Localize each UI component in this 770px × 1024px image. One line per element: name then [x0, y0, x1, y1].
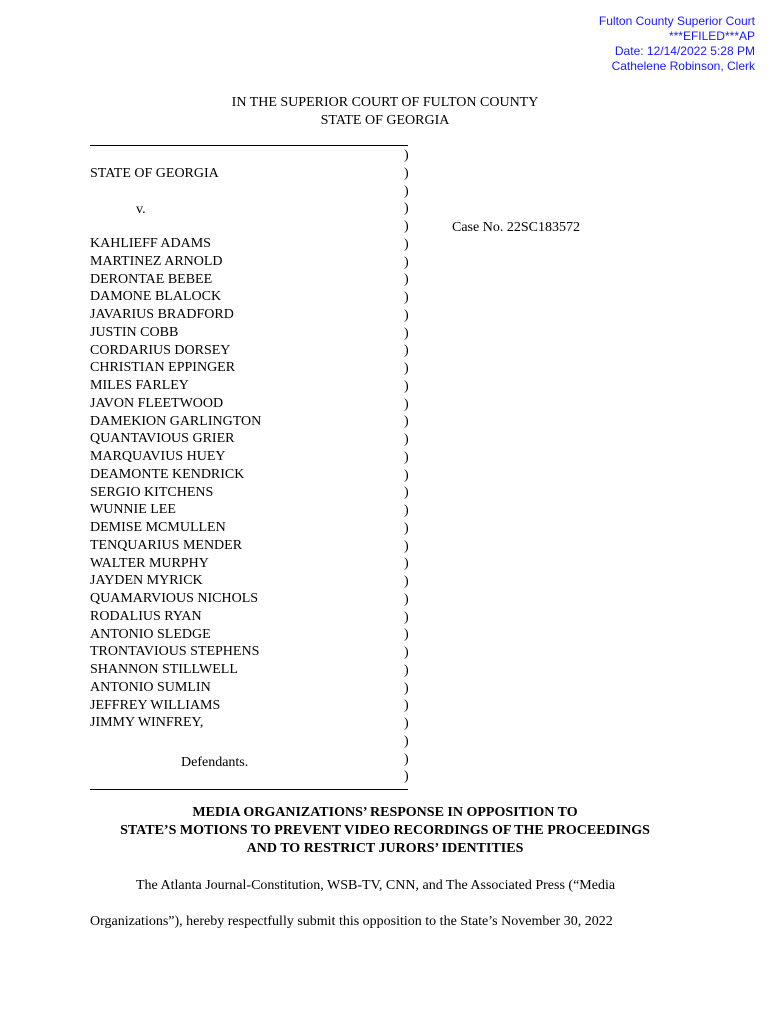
caption-paren: ) — [404, 343, 409, 359]
body-text-line-2: Organizations”), hereby respectfully submit this opposition to the State’s November 30, 2022 — [90, 914, 613, 929]
defendant-name: JAYDEN MYRICK — [90, 573, 203, 589]
caption-paren: ) — [404, 325, 409, 341]
defendant-name: JAVARIUS BRADFORD — [90, 307, 234, 322]
caption-paren: ) — [404, 378, 409, 394]
caption-paren: ) — [404, 396, 409, 412]
defendant-name: ANTONIO SUMLIN — [90, 679, 211, 695]
court-name: IN THE SUPERIOR COURT OF FULTON COUNTY — [231, 95, 539, 110]
caption-paren: ) — [404, 236, 409, 252]
caption-paren: ) — [404, 307, 409, 323]
stamp-date: Date: 12/14/2022 5:28 PM — [614, 44, 755, 58]
court-heading — [0, 94, 770, 130]
caption-bottom-rule — [90, 789, 408, 790]
caption-paren: ) — [404, 272, 409, 288]
defendant-name: JEFFREY WILLIAMS — [90, 697, 221, 713]
caption-paren: ) — [404, 627, 409, 643]
caption-paren: ) — [404, 254, 409, 270]
caption-paren: ) — [404, 290, 409, 305]
document-title — [0, 804, 770, 858]
caption-paren: ) — [404, 751, 409, 767]
defendant-name: JAVON FLEETWOOD — [90, 395, 224, 411]
court-state: STATE OF GEORGIA — [320, 113, 450, 128]
caption-paren: ) — [404, 201, 409, 217]
caption-paren: ) — [404, 662, 409, 678]
caption-paren: ) — [404, 698, 409, 714]
defendant-name: CORDARIUS DORSEY — [90, 342, 231, 358]
caption-paren: ) — [404, 609, 409, 625]
efile-stamp — [599, 14, 755, 74]
caption-paren: ) — [404, 591, 409, 607]
caption-plaintiff: STATE OF GEORGIA — [90, 166, 219, 181]
defendant-name: DAMONE BLALOCK — [90, 289, 222, 305]
caption-paren: ) — [404, 449, 409, 465]
caption-paren: ) — [404, 467, 409, 483]
caption-paren-column — [404, 147, 409, 786]
defendant-name: CHRISTIAN EPPINGER — [90, 360, 236, 376]
defendant-name: TENQUARIUS MENDER — [90, 537, 243, 553]
caption-paren: ) — [404, 556, 409, 572]
stamp-court-name: Fulton County Superior Court — [598, 14, 755, 28]
defendants-label: Defendants. — [181, 755, 249, 770]
stamp-efiled: ***EFILED***AP — [668, 29, 755, 43]
caption-paren: ) — [404, 733, 409, 749]
defendant-name: WUNNIE LEE — [90, 502, 176, 518]
defendant-name: KAHLIEFF ADAMS — [90, 236, 211, 251]
caption-paren: ) — [404, 148, 409, 163]
defendant-name: SHANNON STILLWELL — [90, 662, 238, 677]
caption-paren: ) — [404, 538, 409, 554]
case-number: Case No. 22SC183572 — [452, 220, 580, 235]
defendant-name: MILES FARLEY — [90, 378, 189, 393]
caption-paren: ) — [404, 769, 409, 785]
defendant-name: DAMEKION GARLINGTON — [90, 413, 262, 429]
caption-paren: ) — [404, 716, 409, 731]
defendant-name: JUSTIN COBB — [90, 324, 179, 340]
defendant-name: QUANTAVIOUS GRIER — [90, 431, 235, 447]
defendant-name: RODALIUS RYAN — [90, 608, 202, 624]
defendant-name: QUAMARVIOUS NICHOLS — [90, 591, 259, 606]
defendant-name: DEMISE MCMULLEN — [90, 520, 226, 535]
caption-paren: ) — [404, 645, 409, 660]
caption-paren: ) — [404, 503, 409, 518]
title-line-3: AND TO RESTRICT JURORS’ IDENTITIES — [246, 841, 524, 856]
defendant-list — [90, 235, 261, 732]
defendant-name: DEAMONTE KENDRICK — [90, 466, 245, 482]
caption-paren: ) — [404, 432, 409, 447]
defendant-name: MARQUAVIUS HUEY — [90, 449, 226, 464]
caption-paren: ) — [404, 574, 409, 589]
defendant-name: SERGIO KITCHENS — [90, 484, 214, 500]
stamp-clerk: Cathelene Robinson, Clerk — [611, 59, 755, 73]
caption-paren: ) — [404, 414, 409, 430]
defendant-name: DERONTAE BEBEE — [90, 271, 213, 287]
caption-top-rule — [90, 145, 408, 146]
caption-versus: v. — [136, 202, 146, 217]
caption-paren: ) — [404, 520, 409, 536]
defendant-name: WALTER MURPHY — [90, 555, 209, 571]
caption-paren: ) — [404, 485, 409, 501]
title-line-2: STATE’S MOTIONS TO PREVENT VIDEO RECORDINGS OF THE PROCEEDINGS — [120, 823, 650, 838]
body-text-line-1: The Atlanta Journal-Constitution, WSB-TV, CNN, and The Associated Press (“Media — [136, 878, 616, 893]
caption-paren: ) — [404, 165, 409, 181]
caption-paren: ) — [404, 219, 409, 234]
caption-paren: ) — [404, 183, 409, 199]
defendant-name: MARTINEZ ARNOLD — [90, 253, 223, 269]
caption-paren: ) — [404, 361, 409, 376]
defendant-name: ANTONIO SLEDGE — [90, 626, 211, 642]
title-line-1: MEDIA ORGANIZATIONS’ RESPONSE IN OPPOSITION TO — [192, 805, 578, 820]
caption-paren: ) — [404, 680, 409, 696]
defendant-name: JIMMY WINFREY, — [90, 715, 204, 731]
defendant-name: TRONTAVIOUS STEPHENS — [90, 644, 260, 660]
